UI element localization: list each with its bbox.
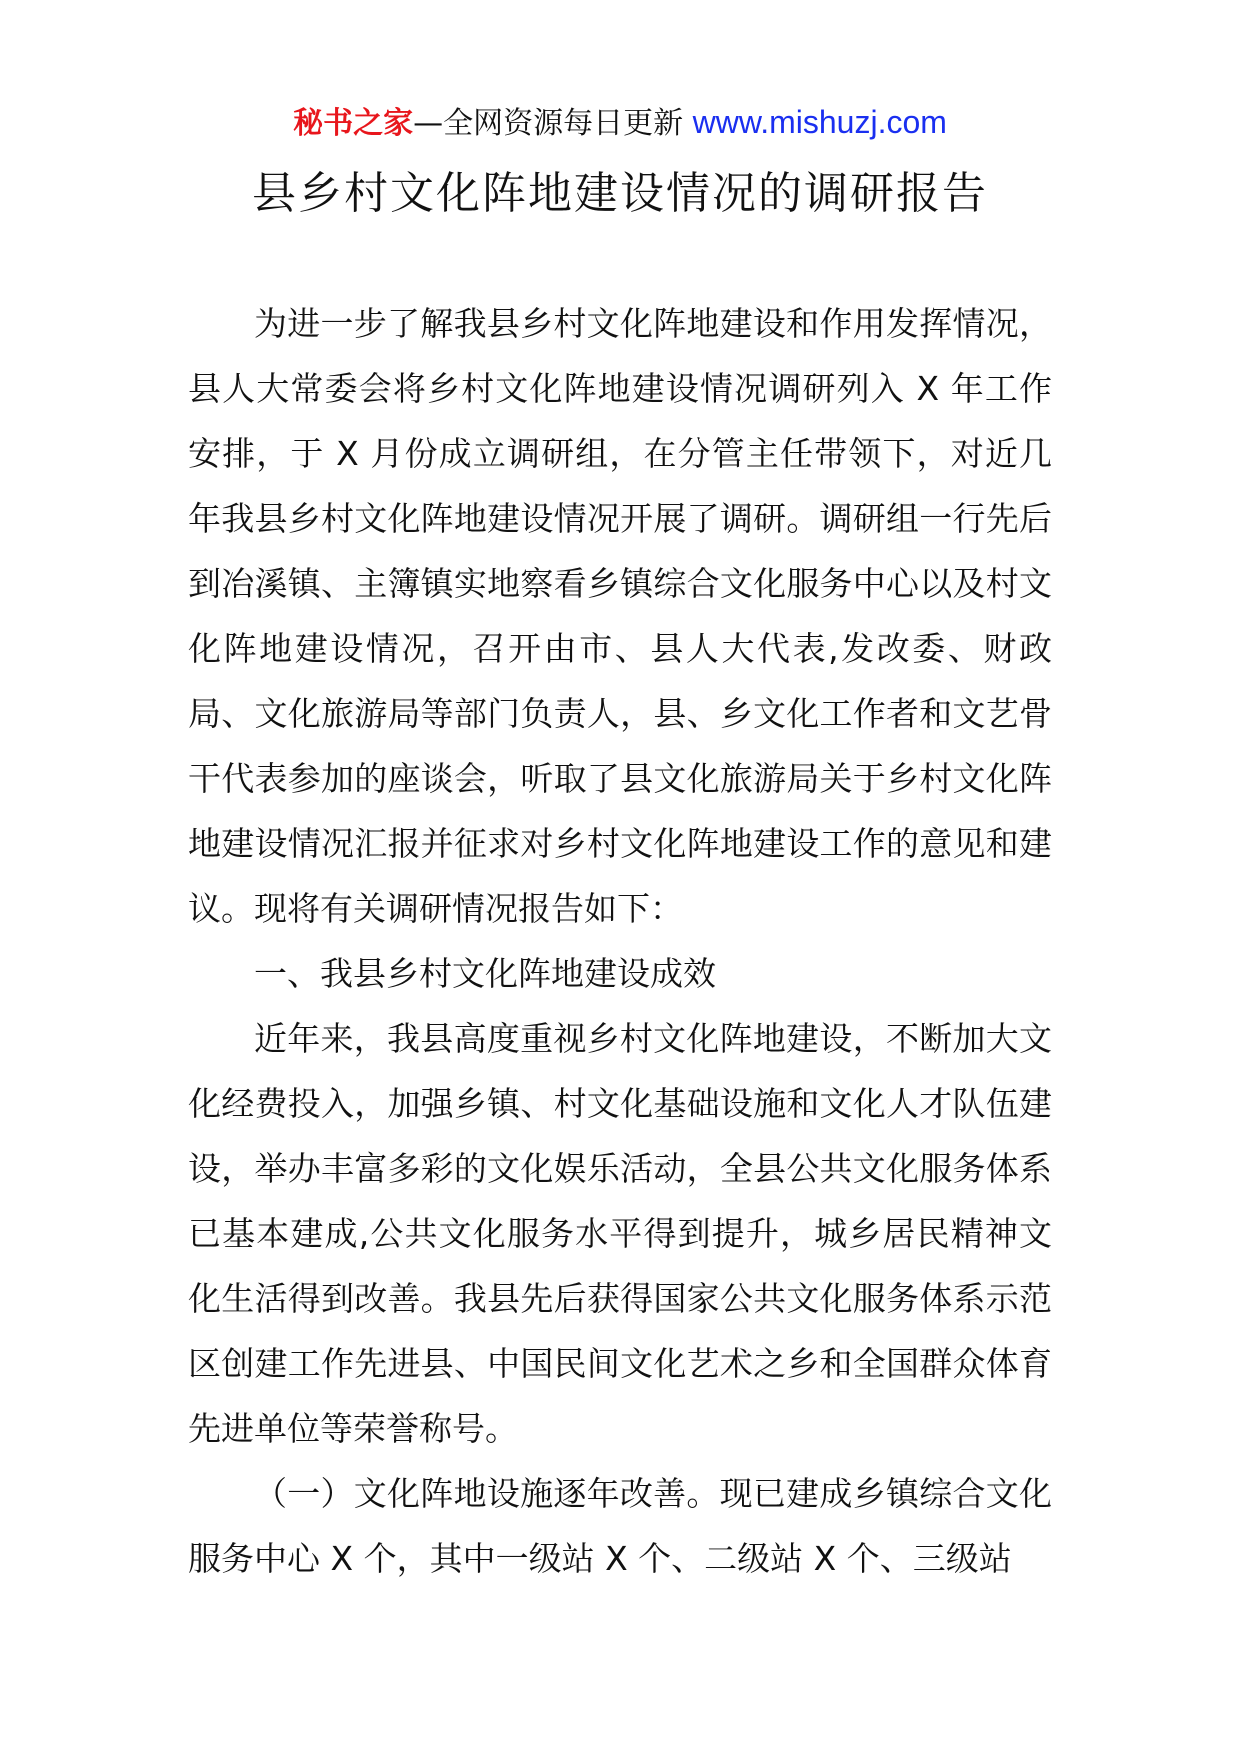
site-url-link[interactable]: www.mishuzj.com bbox=[692, 104, 947, 140]
site-tagline: —全网资源每日更新 bbox=[413, 106, 684, 141]
section-paragraph: 近年来，我县高度重视乡村文化阵地建设，不断加大文化经费投入，加强乡镇、村文化基础设施和文化人才队伍建设，举办丰富多彩的文化娱乐活动，全县公共文化服务体系已基本建成,公共文化服务水平得到提升，城乡居民精神文化生活得到改善。我县先后获得国家公共文化服务体系示范区创建工作先进县、中国民间文化艺术之乡和全国群众体育先进单位等荣誉称号。 bbox=[188, 1019, 1052, 1448]
subsection-paragraph: （一）文化阵地设施逐年改善。现已建成乡镇综合文化服务中心 X 个，其中一级站 X 个、二级站 X 个、三级站 bbox=[188, 1474, 1052, 1578]
document-body bbox=[188, 291, 1052, 1591]
site-name: 秘书之家 bbox=[293, 106, 414, 141]
intro-paragraph: 为进一步了解我县乡村文化阵地建设和作用发挥情况，县人大常委会将乡村文化阵地建设情况调研列入 X 年工作安排，于 X 月份成立调研组，在分管主任带领下，对近几年我县乡村文化阵地建设情况开展了调研。调研组一行先后到冶溪镇、主簿镇实地察看乡镇综合文化服务中心以及村文化阵地建设情况，召开由市、县人大代表,发改委、财政局、文化旅游局等部门负责人，县、乡文化工作者和文艺骨干代表参加的座谈会，听取了县文化旅游局关于乡村文化阵地建设情况汇报并征求对乡村文化阵地建设工作的意见和建议。现将有关调研情况报告如下： bbox=[188, 304, 1052, 928]
section-heading: 一、我县乡村文化阵地建设成效 bbox=[254, 954, 716, 993]
document-title: 县乡村文化阵地建设情况的调研报告 bbox=[252, 168, 988, 219]
site-header bbox=[0, 100, 1240, 146]
